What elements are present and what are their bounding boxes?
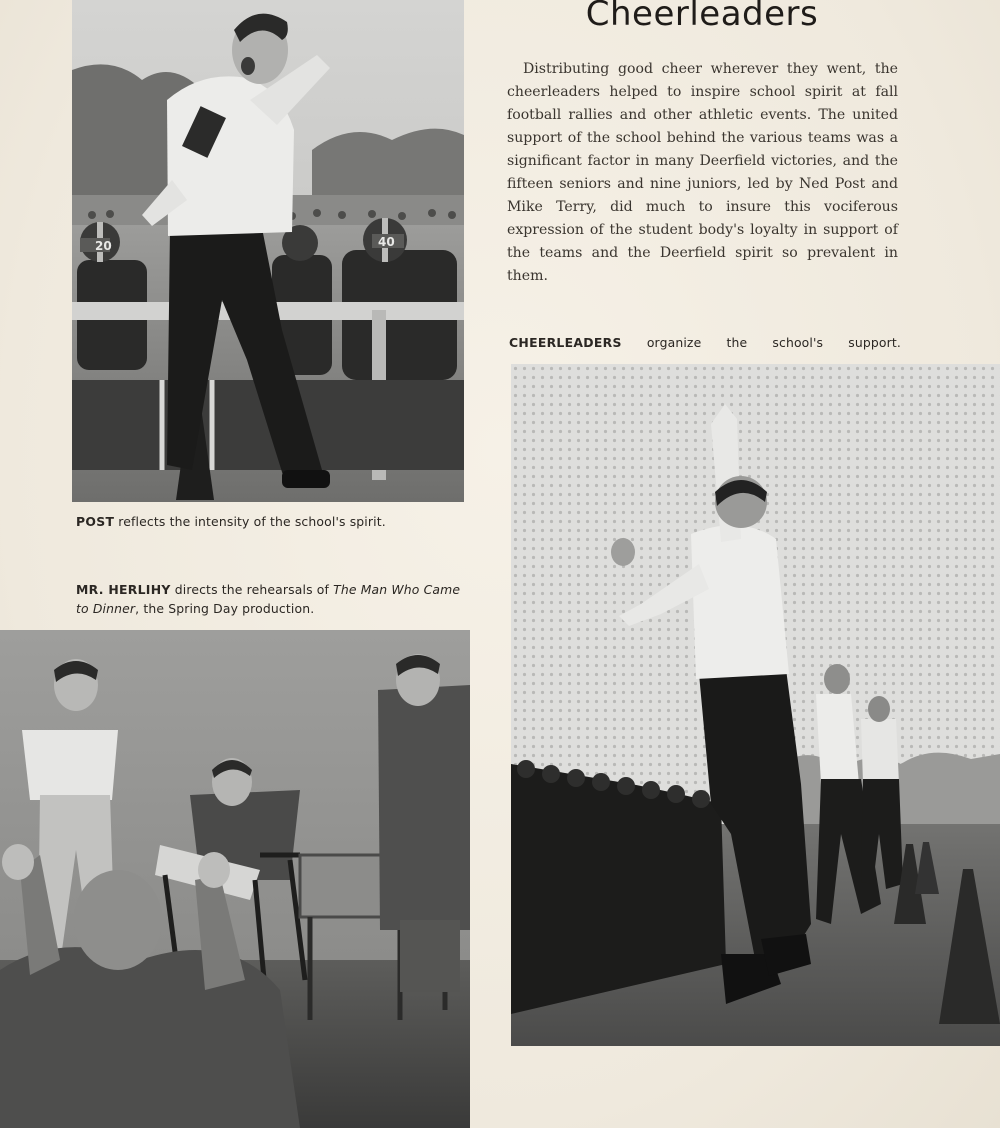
photo-post-cheering <box>72 0 464 502</box>
caption-herlihy-text-2: , the Spring Day production. <box>135 601 315 616</box>
jersey-number-20: 20 <box>95 239 112 253</box>
article-body: Distributing good cheer wherever they went, the cheerleaders helped to inspire school spirit at fall football rallies and other athletic events. The united support of the school behind the various teams was a significant factor in many Deerfield victories, and the fifteen seniors and nine juniors, led by Ned Post and Mike Terry, did much to insure this vociferous expression of the student body's loyalty in support of the teams and the Deerfield spirit so prevalent in them. <box>507 61 898 284</box>
caption-post-text: reflects the intensity of the school's spirit. <box>114 514 386 529</box>
page-title: Cheerleaders <box>585 0 819 34</box>
jersey-number-40: 40 <box>378 235 395 249</box>
caption-cheer-lead: CHEERLEADERS <box>509 335 622 350</box>
caption-herlihy-lead: MR. HERLIHY <box>76 582 171 597</box>
caption-post <box>76 512 468 531</box>
caption-herlihy-text-1: directs the rehearsals of <box>170 582 334 597</box>
caption-herlihy-play-title: The Man Who Came to Dinner <box>76 582 461 616</box>
caption-herlihy <box>76 580 472 618</box>
caption-post-lead: POST <box>76 514 115 529</box>
photo-rehearsal <box>0 630 470 1128</box>
caption-cheerleaders <box>509 333 901 352</box>
caption-cheer-text: organize the school's support. <box>621 335 901 350</box>
photo-cheerleaders-jumping <box>511 364 1000 1046</box>
